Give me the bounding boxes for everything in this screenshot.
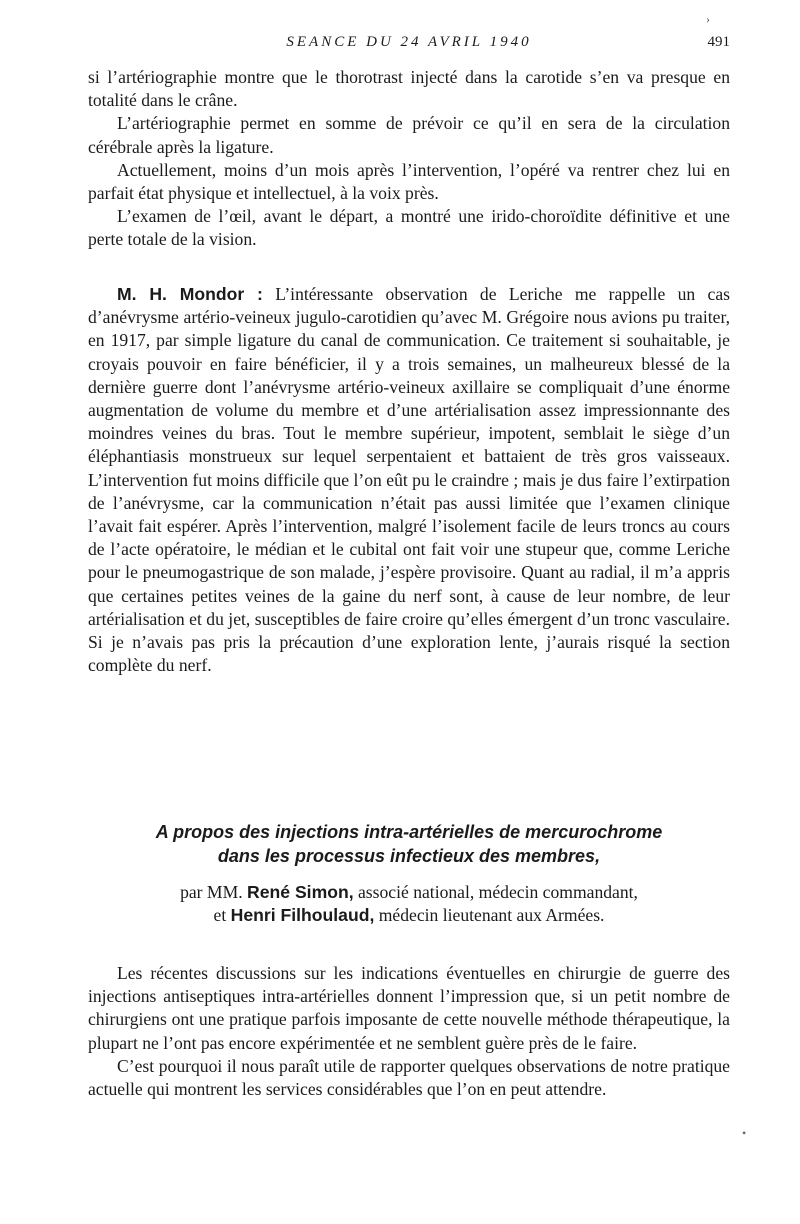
speaker-name: M. H. Mondor : — [117, 284, 263, 304]
paragraph: Les récentes discussions sur les indications éventuelles en chirurgie de guerre des injections antiseptiques intra-artérielles donnent l’impression que, si un petit nombre de chirurgiens ont une pratique parfois imposante de cette nouvelle méthode thérapeutique, la plupart ne l’ont pas encore expérimentée et ne semblent guère près de le faire. — [88, 963, 730, 1053]
author-role: associé national, médecin commandant, — [358, 882, 638, 902]
paragraph: C’est pourquoi il nous paraît utile de rapporter quelques observations de notre pratique actuelle qui montrent les services considérables que l’on en peut attendre. — [88, 1055, 730, 1100]
continued-text — [88, 66, 730, 252]
author-name: René Simon, — [247, 882, 354, 902]
comment-text: L’intéressante observation de Leriche me rappelle un cas d’anévrysme artério-veineux jugulo-carotidien qu’avec M. Grégoire nous avions pu traiter, en 1917, par simple ligature du canal de communication. Ce traitement si souhaitable, je croyais pouvoir en faire bénéficier, il y a trois semaines, un malheureux blessé de la dernière guerre dont l’anévrysme artério-veineux axillaire se compliquait d’une énorme augmentation de volume du membre et d’une artérialisation assez impressionnante des moindres veines du bras. Tout le membre supérieur, impotent, semblait le siège d’un éléphantiasis monstrueux sur lequel serpentaient et battaient de très gros vaisseaux. L’intervention fut moins difficile que l’on eût pu le craindre ; mais je dus faire l’extirpation de l’anévrysme, car la communication n’était pas aussi limitée que l’examen clinique l’avait fait espérer. Après l’intervention, malgré l’isolement facile de leurs troncs au cours de l’acte opératoire, le médian et le cubital ont fait voir une stupeur que, comme Leriche pour le pneumogastrique de son malade, j’espère provisoire. Quant au radial, il m’a appris que certaines petites veines de la gaine du nerf sont, à cause de leur nombre, de leur artérialisation et du jet, susceptibles de faire croire qu’elles émergent d’un tronc vasculaire. Si je n’avais pas pris la précaution d’une exploration lente, j’aurais risqué la section complète du nerf. — [88, 284, 730, 676]
authors-line — [88, 881, 730, 904]
margin-mark-bottom: • — [742, 1126, 747, 1140]
paragraph: Actuellement, moins d’un mois après l’intervention, l’opéré va rentrer chez lui en parfait état physique et intellectuel, à la voix près. — [88, 159, 730, 204]
article-body — [88, 962, 730, 1101]
margin-mark-top: › — [706, 12, 710, 26]
article-title-line: A propos des injections intra-artérielles de mercurochrome — [155, 822, 663, 842]
article-title — [88, 820, 730, 868]
authors-line — [88, 904, 730, 927]
article-authors — [88, 881, 730, 927]
author-role: médecin lieutenant aux Armées. — [378, 905, 605, 926]
article-title-line: dans les processus infectieux des membres, — [217, 846, 601, 866]
author-name: Henri Filhoulaud, — [230, 905, 375, 926]
paragraph — [88, 283, 730, 677]
authors-prefix: par MM. — [180, 882, 243, 902]
running-header — [88, 34, 730, 56]
running-title: SEANCE DU 24 AVRIL 1940 — [286, 34, 532, 50]
authors-conjunction: et — [213, 905, 227, 926]
paragraph: si l’artériographie montre que le thorotrast injecté dans la carotide s’en va presque en totalité dans le crâne. — [88, 67, 730, 111]
mondor-comment — [88, 283, 730, 677]
paragraph: L’artériographie permet en somme de prévoir ce qu’il en sera de la circulation cérébrale après la ligature. — [88, 113, 730, 157]
page-number: 491 — [707, 34, 730, 50]
paragraph: L’examen de l’œil, avant le départ, a montré une irido-choroïdite définitive et une perte totale de la vision. — [88, 206, 730, 250]
